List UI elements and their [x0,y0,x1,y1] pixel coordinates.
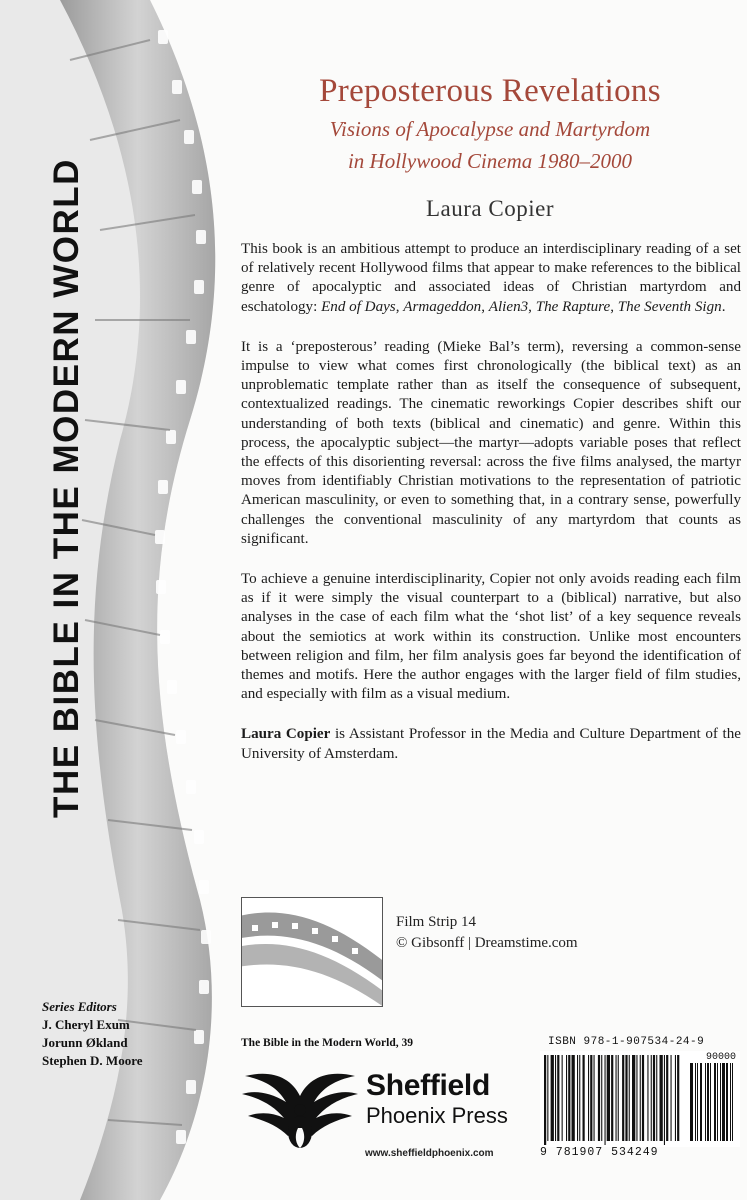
film-title: The Rapture [535,298,611,315]
series-number: The Bible in the Modern World, 39 [241,1037,413,1049]
cover-image-thumbnail [241,897,383,1007]
editor-name: J. Cheryl Exum [42,1017,130,1032]
author-bio [241,725,741,763]
publisher-name [366,1069,508,1129]
author-bio-text: is Assistant Professor in the Media and Culture Department of the University of Amsterdam. [241,726,741,762]
image-credit [396,912,578,954]
book-title-block [240,70,740,176]
barcode-icon [540,1051,740,1147]
book-title: Preposterous Revelations [319,73,661,109]
film-title: Alien3 [488,298,529,315]
phoenix-logo-icon [240,1066,360,1152]
book-subtitle-line2: in Hollywood Cinema 1980–2000 [347,149,633,173]
publisher-url: www.sheffieldphoenix.com [365,1148,494,1159]
film-title: End of Days [321,298,396,315]
film-title: Armageddon [403,298,482,315]
author-bio-name: Laura Copier [241,726,331,743]
isbn-digits: 9 781907 534249 [540,1146,659,1159]
series-editors [42,998,143,1070]
blurb-paragraph-1: This book is an ambitious attempt to produce an interdisciplinary reading of a set of relatively recent Hollywood films that appear to make references to the biblical genre of apocalyptic and associated ideas of Christian martyrdom and eschatology: End of Days, Armageddon, Alien3, The Rapture, The Seventh Sign. [241,241,741,315]
book-subtitle-line1: Visions of Apocalypse and Martyrdom [329,117,651,141]
series-editors-label: Series Editors [42,999,117,1014]
image-credit-line1: Film Strip 14 [396,914,477,930]
blurb-paragraph-3: To achieve a genuine interdisciplinarity, Copier not only avoids reading each film as if it were simply the visual counterpart to a (biblical) narrative, but also analyses in the case of each film what the ‘shot list’ of a key sequence reveals about the semiotics at work within its construction. Unlike most encounters between religion and film, her film analysis goes far beyond the identification of themes and motifs. Here the author engages with the larger field of film studies, and especially with film as a visual medium. [241,571,741,703]
isbn-addon: 90000 [705,1052,736,1063]
series-spine-title: THE BIBLE IN THE MODERN WORLD [47,158,86,818]
blurb-p1-text: This book is an ambitious attempt to produce an interdisciplinary reading of a set of relatively recent Hollywood films that appear to make references to the biblical genre of apocalyptic and associated ideas of Christian martyrdom and eschatology: [241,241,741,315]
publisher-name-line2: Phoenix Press [366,1103,508,1128]
publisher-name-line1: Sheffield [366,1069,490,1102]
editor-name: Jorunn Økland [42,1035,128,1050]
editor-name: Stephen D. Moore [42,1053,143,1068]
blurb-paragraph-2: It is a ‘preposterous’ reading (Mieke Bal’s term), reversing a common-sense impulse to view what comes first chronologically (the biblical text) as an unproblematic template rather than as itself the consequence of subsequent, contextualized readings. The cinematic reworkings Copier describes shift our understanding of both texts (biblical and cinematic) and genre. Within this process, the apocalyptic subject—the martyr—adopts variable poses that reflect the effects of this disorienting reversal: across the five films analysed, the martyr moves from identifiably Christian motivations to the representation of patriotic American masculinity, or even to something that, in a contrary sense, powerfully challenges the conventional masculinity of any martyrdom that counts as significant. [241,338,741,547]
isbn-label: ISBN 978-1-907534-24-9 [548,1036,705,1048]
film-strip-thumbnail-icon [242,898,382,1006]
image-credit-line2: © Gibsonff | Dreamstime.com [396,935,578,951]
blurb [241,240,741,785]
film-title: The Seventh Sign [617,298,722,315]
book-author: Laura Copier [426,196,554,221]
